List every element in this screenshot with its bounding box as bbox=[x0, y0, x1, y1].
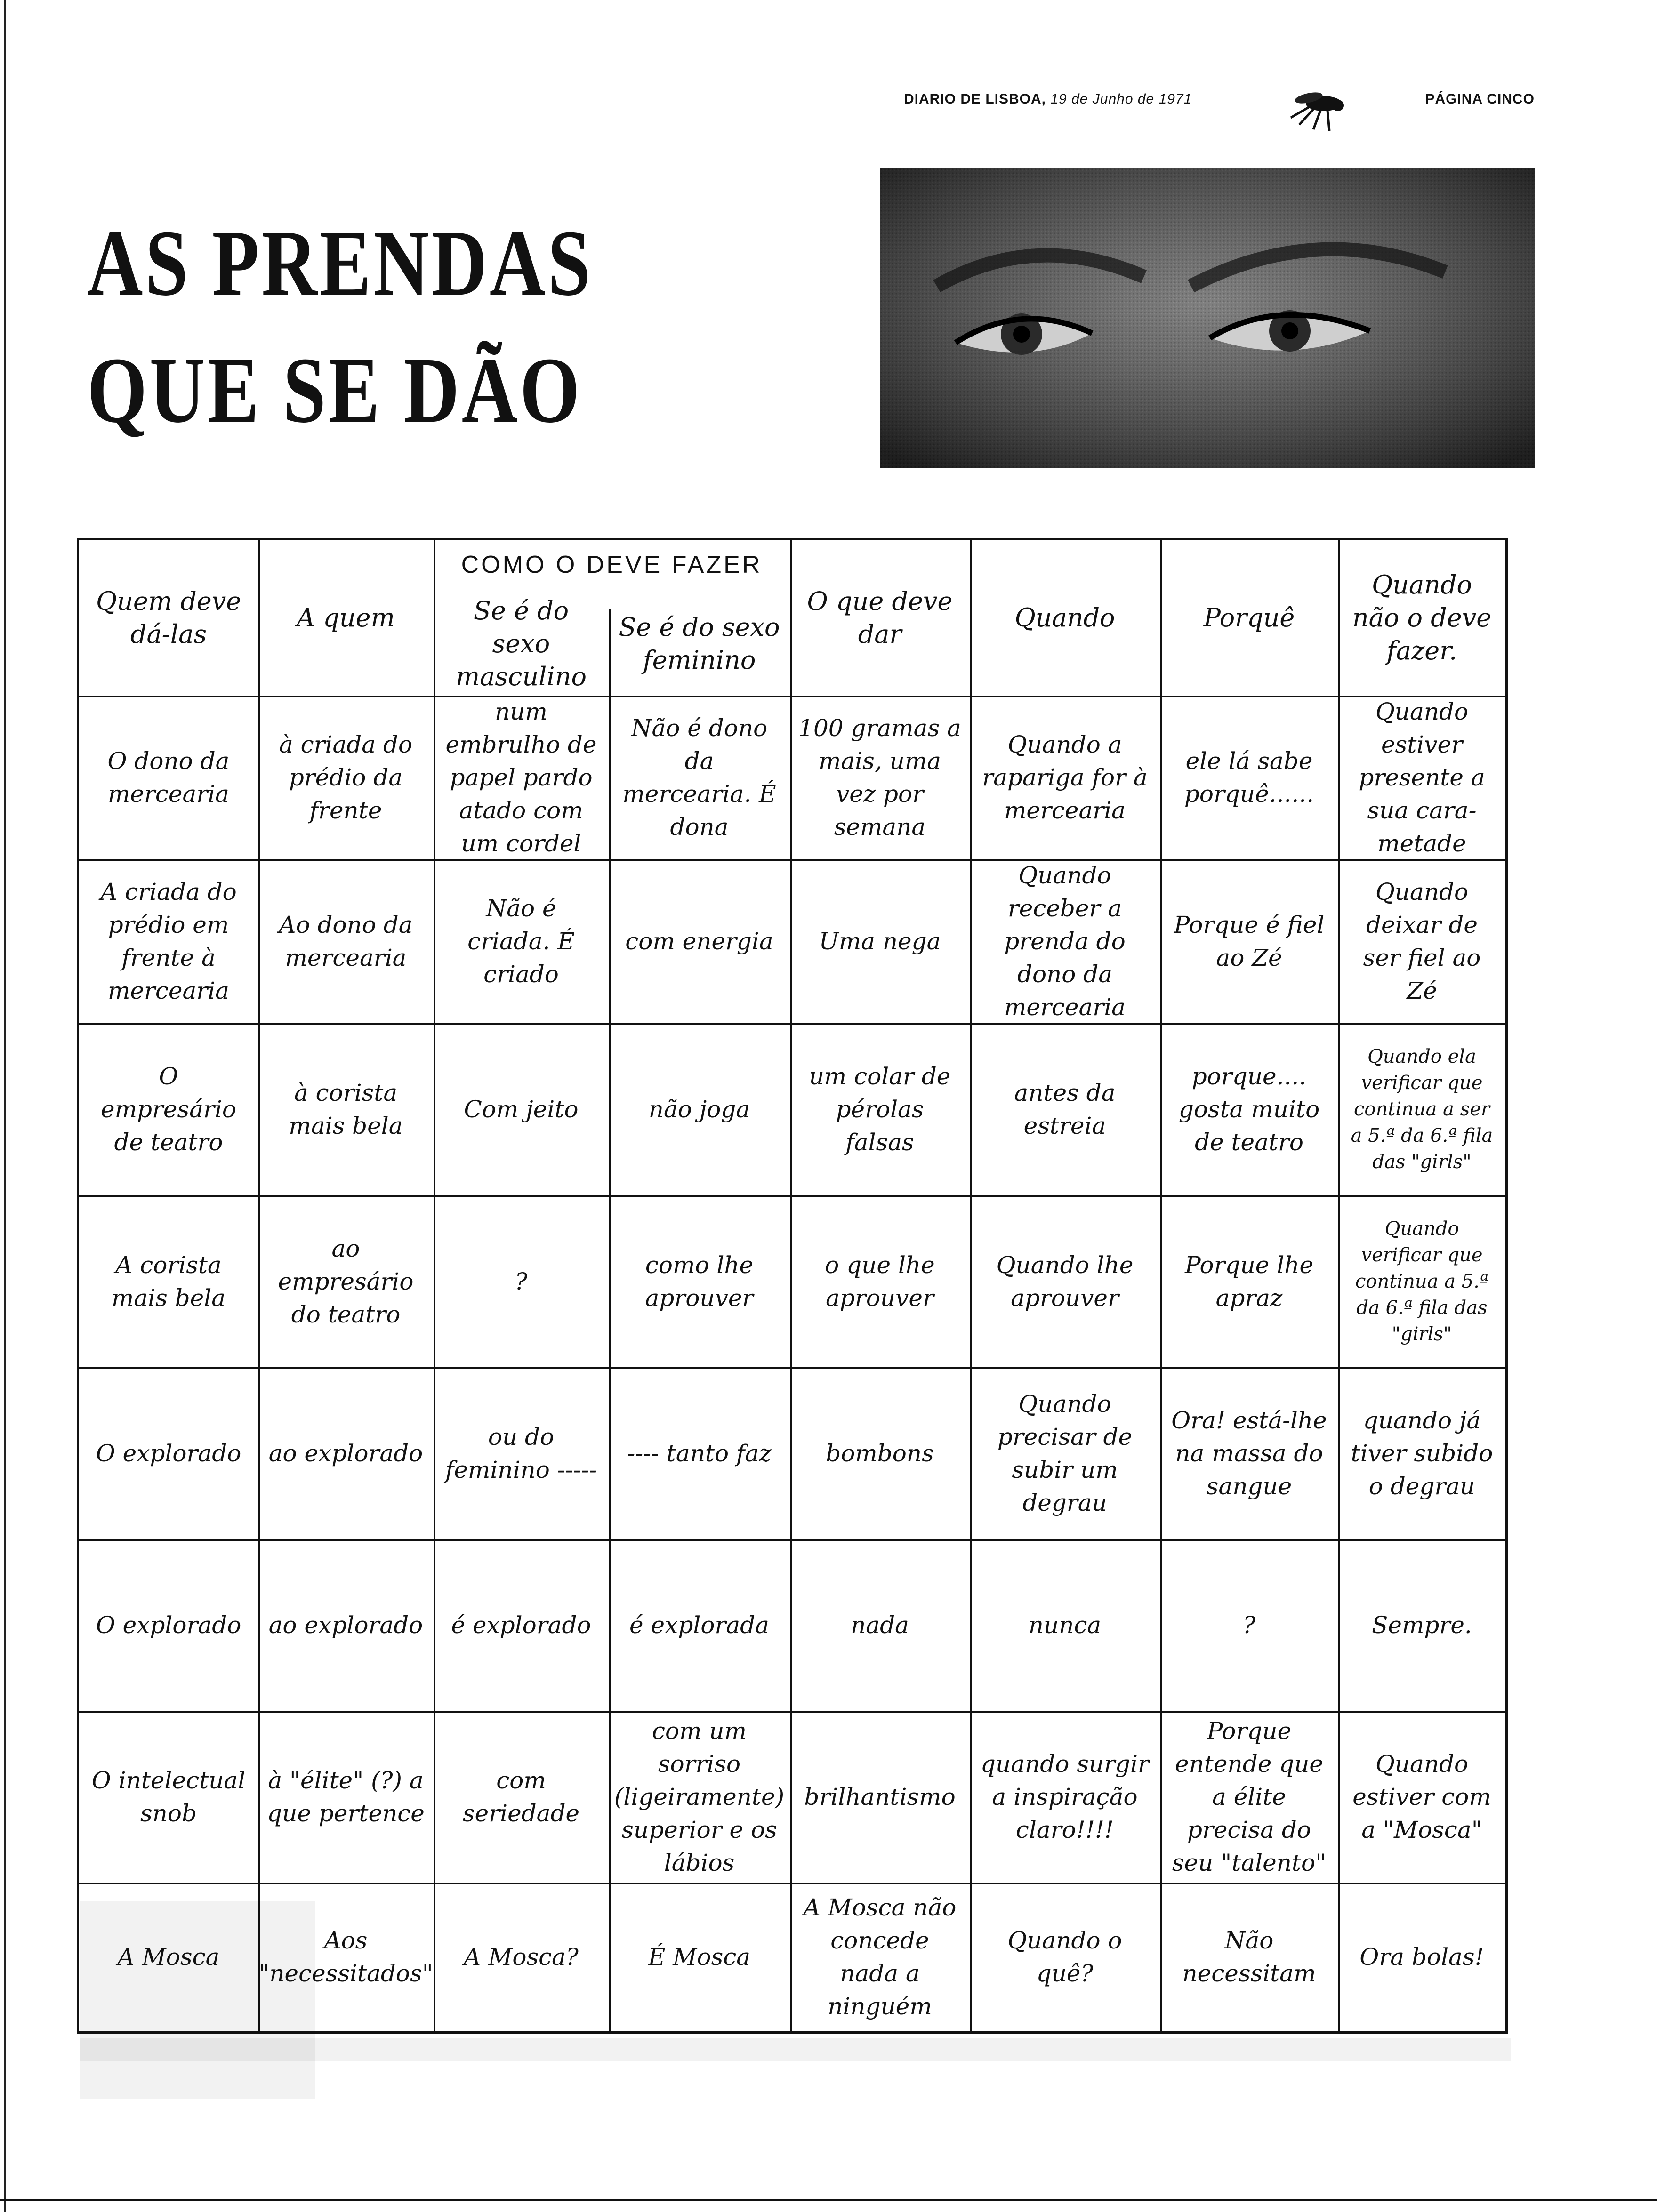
table-cell: brilhantismo bbox=[804, 1783, 956, 1811]
table-cell: O explorado bbox=[96, 1611, 241, 1639]
table-cell: O empresário de teatro bbox=[101, 1063, 236, 1156]
table-cell: Aos "necessitados" bbox=[258, 1927, 433, 1987]
table-cell: quando já tiver subido o degrau bbox=[1351, 1406, 1493, 1500]
page-title bbox=[87, 200, 593, 454]
table-cell: Não é dono da mercearia. É dona bbox=[622, 714, 776, 841]
table-cell: ---- tanto faz bbox=[627, 1439, 772, 1467]
table-cell: Quando estiver presente a sua cara-metade bbox=[1359, 698, 1485, 857]
newspaper-name bbox=[904, 91, 1192, 107]
table-cell: 100 gramas a mais, uma vez por semana bbox=[798, 714, 961, 841]
page-number: PÁGINA CINCO bbox=[1425, 91, 1535, 107]
table-cell: Quando a rapariga for à mercearia bbox=[982, 731, 1148, 824]
print-smudge bbox=[80, 1901, 315, 2099]
table-cell: nunca bbox=[1028, 1611, 1102, 1639]
title-line-2: QUE SE DÃO bbox=[87, 338, 582, 442]
table-cell: num embrulho de papel pardo atado com um cordel bbox=[445, 698, 597, 857]
table-cell: ao explorado bbox=[268, 1611, 423, 1639]
bottom-rule bbox=[0, 2199, 1657, 2201]
table-cell: o que lhe aprouver bbox=[825, 1251, 935, 1312]
table-cell: ? bbox=[1243, 1611, 1255, 1639]
table-cell: Uma nega bbox=[819, 928, 941, 955]
table-cell: ? bbox=[515, 1267, 528, 1295]
gifts-table bbox=[77, 538, 1508, 2034]
print-smudge bbox=[80, 2038, 1511, 2061]
table-cell: com seriedade bbox=[462, 1766, 580, 1827]
table-cell: Ora! está-lhe na massa do sangue bbox=[1171, 1406, 1327, 1500]
column-header: Porquê bbox=[1203, 603, 1295, 633]
table-cell: Quando receber a prenda do dono da mercearia bbox=[1004, 862, 1126, 1021]
column-header: A quem bbox=[297, 603, 395, 633]
table-cell: ele lá sabe porquê...... bbox=[1184, 747, 1314, 808]
table-cell: porque.... gosta muito de teatro bbox=[1178, 1063, 1320, 1156]
fly-icon bbox=[1280, 85, 1351, 136]
table-cell: Porque lhe apraz bbox=[1184, 1251, 1314, 1312]
table-cell: ao empresário do teatro bbox=[278, 1234, 414, 1328]
table-cell: A corista mais bela bbox=[111, 1251, 226, 1312]
page-header bbox=[904, 88, 1535, 117]
table-cell: É Mosca bbox=[648, 1943, 751, 1971]
table-cell: Porque entende que a élite precisa do seu "talento" bbox=[1172, 1717, 1327, 1876]
table-cell: bombons bbox=[826, 1439, 934, 1467]
table-cell: à corista mais bela bbox=[289, 1079, 403, 1139]
column-header: Quando bbox=[1014, 603, 1115, 633]
table-cell: Ora bolas! bbox=[1359, 1943, 1484, 1971]
table-cell: ou do feminino ----- bbox=[445, 1423, 597, 1483]
table-cell: com um sorriso (ligeiramente) superior e os lábios bbox=[614, 1717, 785, 1876]
table-cell: O explorado bbox=[96, 1439, 241, 1467]
table-cell: Não necessitam bbox=[1182, 1927, 1316, 1987]
table-cell: à "élite" (?) a que pertence bbox=[267, 1766, 425, 1827]
table-cell: O intelectual snob bbox=[91, 1766, 246, 1827]
table-cell: quando surgir a inspiração claro!!!! bbox=[981, 1750, 1149, 1843]
table-cell: O dono da mercearia bbox=[107, 747, 230, 808]
table-cell: nada bbox=[851, 1611, 909, 1639]
newspaper-title: DIARIO DE LISBOA, bbox=[904, 91, 1046, 107]
table-cell: Quando lhe aprouver bbox=[996, 1251, 1134, 1312]
table-cell: Quando verificar que continua a 5.ª da 6.ª fila das "girls" bbox=[1355, 1218, 1488, 1345]
table-cell: A Mosca bbox=[117, 1943, 220, 1971]
column-header: Quem deve dá-las bbox=[96, 586, 241, 649]
table-cell: como lhe aprouver bbox=[645, 1251, 754, 1312]
issue-date: 19 de Junho de 1971 bbox=[1050, 91, 1192, 107]
table-cell: Quando deixar de ser fiel ao Zé bbox=[1363, 878, 1481, 1004]
table-cell: Com jeito bbox=[464, 1096, 579, 1123]
table-cell: Quando precisar de subir um degrau bbox=[997, 1390, 1133, 1516]
table-cell: é explorada bbox=[629, 1611, 769, 1639]
column-header: Quando não o deve fazer. bbox=[1352, 570, 1492, 665]
table-cell: à criada do prédio da frente bbox=[279, 731, 413, 824]
table-cell: Não é criada. É criado bbox=[467, 895, 575, 988]
table-cell: ao explorado bbox=[268, 1439, 423, 1467]
table-cell: Porque é fiel ao Zé bbox=[1174, 911, 1325, 971]
page-edge bbox=[4, 0, 6, 2212]
column-header: Se é do sexo masculino bbox=[456, 596, 587, 691]
table-cell: é explorado bbox=[451, 1611, 591, 1639]
table-cell: Ao dono da mercearia bbox=[279, 911, 413, 971]
column-group-label: COMO O DEVE FAZER bbox=[461, 551, 763, 578]
table-cell: antes da estreia bbox=[1014, 1079, 1116, 1139]
table-cell: não joga bbox=[648, 1096, 750, 1123]
table-cell: Quando o quê? bbox=[1007, 1927, 1122, 1987]
table-cell: Sempre. bbox=[1372, 1611, 1472, 1639]
table-cell: Quando ela verificar que continua a ser a 5.ª da 6.ª fila das "girls" bbox=[1351, 1046, 1493, 1173]
title-line-1: AS PRENDAS bbox=[87, 211, 593, 315]
table-cell: A Mosca não concede nada a ninguém bbox=[803, 1894, 957, 2020]
column-header: Se é do sexo feminino bbox=[619, 612, 780, 675]
table-cell: um colar de pérolas falsas bbox=[809, 1063, 951, 1156]
column-header: O que deve dar bbox=[807, 586, 953, 649]
table-cell: A criada do prédio em frente à mercearia bbox=[100, 878, 237, 1004]
table-cell: Quando estiver com a "Mosca" bbox=[1352, 1750, 1491, 1843]
eyes-photo bbox=[880, 168, 1535, 468]
table-cell: A Mosca? bbox=[464, 1943, 579, 1971]
table-cell: com energia bbox=[625, 928, 773, 955]
